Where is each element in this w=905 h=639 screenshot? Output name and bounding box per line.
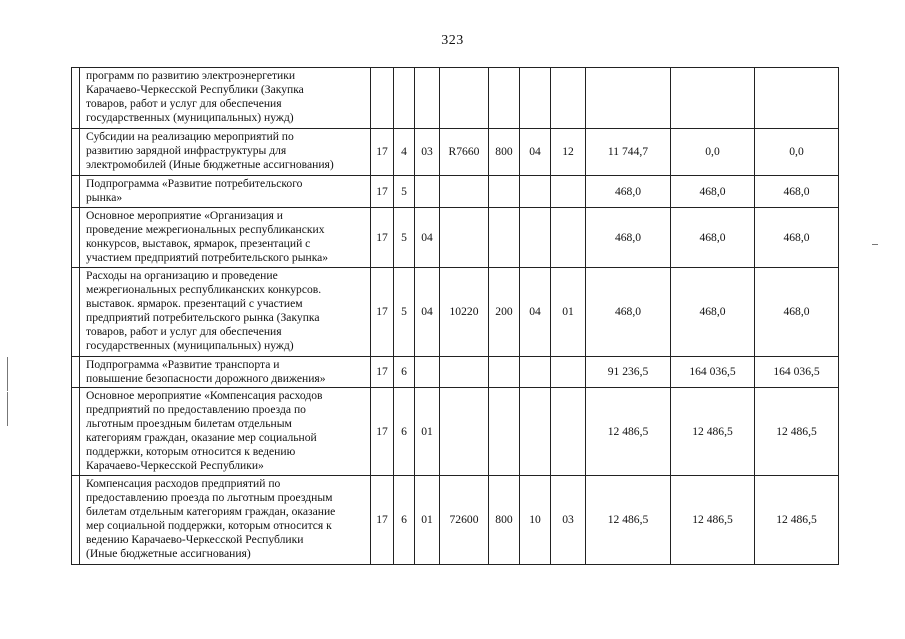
code-cell-6 [520, 208, 551, 268]
amount-cell-1: 91 236,5 [586, 357, 671, 388]
amount-cell-3: 468,0 [755, 268, 839, 357]
code-cell-2: 6 [394, 476, 415, 565]
code-cell-1: 17 [371, 357, 394, 388]
code-cell-2: 5 [394, 208, 415, 268]
code-cell-4 [440, 68, 489, 129]
table-row [72, 388, 839, 476]
table-row [72, 268, 839, 357]
amount-cell-3: 164 036,5 [755, 357, 839, 388]
row-margin-cell [72, 208, 80, 268]
amount-cell-3 [755, 68, 839, 129]
amount-cell-2: 164 036,5 [671, 357, 755, 388]
amount-cell-3: 468,0 [755, 176, 839, 208]
amount-cell-1: 468,0 [586, 176, 671, 208]
code-cell-4: R7660 [440, 129, 489, 176]
code-cell-2: 6 [394, 388, 415, 476]
row-margin-cell [72, 388, 80, 476]
code-cell-6 [520, 388, 551, 476]
row-name: Подпрограмма «Развитие транспорта и повышение безопасности дорожного движения» [80, 357, 371, 388]
row-margin-cell [72, 68, 80, 129]
code-cell-7 [551, 176, 586, 208]
code-cell-4 [440, 388, 489, 476]
code-cell-1: 17 [371, 208, 394, 268]
row-name: Компенсация расходов предприятий по предоставлению проезда по льготным проездным билетам отдельным категориям граждан, оказание мер социальной поддержки, которым относится к ведению Карачаево-Черкесской Республики (Иные бюджетные ассигнования) [80, 476, 371, 565]
row-name: Основное мероприятие «Организация и проведение межрегиональных республиканских конкурсов, выставок, ярмарок, презентаций с участием предприятий потребительского рынка» [80, 208, 371, 268]
code-cell-3: 04 [415, 208, 440, 268]
amount-cell-2: 468,0 [671, 268, 755, 357]
code-cell-4 [440, 176, 489, 208]
scan-mark [872, 244, 878, 245]
code-cell-3: 04 [415, 268, 440, 357]
code-cell-4 [440, 208, 489, 268]
code-cell-3 [415, 68, 440, 129]
code-cell-5 [489, 68, 520, 129]
code-cell-4 [440, 357, 489, 388]
amount-cell-1: 11 744,7 [586, 129, 671, 176]
code-cell-5 [489, 357, 520, 388]
code-cell-2 [394, 68, 415, 129]
code-cell-4: 72600 [440, 476, 489, 565]
code-cell-7 [551, 208, 586, 268]
code-cell-5 [489, 208, 520, 268]
amount-cell-1 [586, 68, 671, 129]
code-cell-5 [489, 176, 520, 208]
table-row [72, 208, 839, 268]
code-cell-3: 01 [415, 476, 440, 565]
code-cell-6: 04 [520, 268, 551, 357]
amount-cell-2: 12 486,5 [671, 476, 755, 565]
code-cell-1: 17 [371, 388, 394, 476]
amount-cell-3: 12 486,5 [755, 476, 839, 565]
code-cell-5: 200 [489, 268, 520, 357]
code-cell-4: 10220 [440, 268, 489, 357]
code-cell-6: 04 [520, 129, 551, 176]
code-cell-1: 17 [371, 476, 394, 565]
code-cell-1: 17 [371, 268, 394, 357]
amount-cell-2: 12 486,5 [671, 388, 755, 476]
amount-cell-2: 0,0 [671, 129, 755, 176]
code-cell-7 [551, 388, 586, 476]
code-cell-1: 17 [371, 176, 394, 208]
page-number: 323 [441, 33, 464, 48]
code-cell-2: 4 [394, 129, 415, 176]
table-row [72, 357, 839, 388]
row-name: Подпрограмма «Развитие потребительского рынка» [80, 176, 371, 208]
code-cell-1: 17 [371, 129, 394, 176]
row-name: Расходы на организацию и проведение межрегиональных республиканских конкурсов. выставок. ярмарок. презентаций с участием предприятий потребительского рынка (Закупка товаров, работ и услуг для обеспечения государственных (муниципальных) нужд) [80, 268, 371, 357]
amount-cell-2 [671, 68, 755, 129]
code-cell-7: 03 [551, 476, 586, 565]
scan-mark [7, 392, 8, 426]
row-margin-cell [72, 357, 80, 388]
code-cell-2: 6 [394, 357, 415, 388]
row-name: программ по развитию электроэнергетики Карачаево-Черкесской Республики (Закупка товаров, работ и услуг для обеспечения государственных (муниципальных) нужд) [80, 68, 371, 129]
row-margin-cell [72, 129, 80, 176]
row-margin-cell [72, 176, 80, 208]
code-cell-3 [415, 176, 440, 208]
table-row [72, 68, 839, 129]
row-name: Основное мероприятие «Компенсация расходов предприятий по предоставлению проезда по льготным проездным билетам отдельным категориям граждан, оказание мер социальной поддержки, которым относится к ведению Карачаево-Черкесской Республики» [80, 388, 371, 476]
table-row [72, 476, 839, 565]
amount-cell-3: 468,0 [755, 208, 839, 268]
row-margin-cell [72, 476, 80, 565]
code-cell-2: 5 [394, 268, 415, 357]
code-cell-7 [551, 68, 586, 129]
code-cell-5: 800 [489, 476, 520, 565]
amount-cell-1: 468,0 [586, 208, 671, 268]
code-cell-6: 10 [520, 476, 551, 565]
scan-mark [7, 357, 8, 391]
row-name: Субсидии на реализацию мероприятий по развитию зарядной инфраструктуры для электромобилей (Иные бюджетные ассигнования) [80, 129, 371, 176]
code-cell-7: 12 [551, 129, 586, 176]
amount-cell-3: 0,0 [755, 129, 839, 176]
table-row [72, 176, 839, 208]
amount-cell-3: 12 486,5 [755, 388, 839, 476]
code-cell-5 [489, 388, 520, 476]
amount-cell-2: 468,0 [671, 208, 755, 268]
row-margin-cell [72, 268, 80, 357]
code-cell-6 [520, 357, 551, 388]
code-cell-1 [371, 68, 394, 129]
code-cell-2: 5 [394, 176, 415, 208]
budget-table [71, 67, 839, 565]
code-cell-5: 800 [489, 129, 520, 176]
amount-cell-1: 12 486,5 [586, 388, 671, 476]
code-cell-3 [415, 357, 440, 388]
code-cell-3: 03 [415, 129, 440, 176]
code-cell-6 [520, 176, 551, 208]
table-row [72, 129, 839, 176]
code-cell-7: 01 [551, 268, 586, 357]
code-cell-3: 01 [415, 388, 440, 476]
amount-cell-1: 12 486,5 [586, 476, 671, 565]
code-cell-6 [520, 68, 551, 129]
amount-cell-1: 468,0 [586, 268, 671, 357]
code-cell-7 [551, 357, 586, 388]
amount-cell-2: 468,0 [671, 176, 755, 208]
